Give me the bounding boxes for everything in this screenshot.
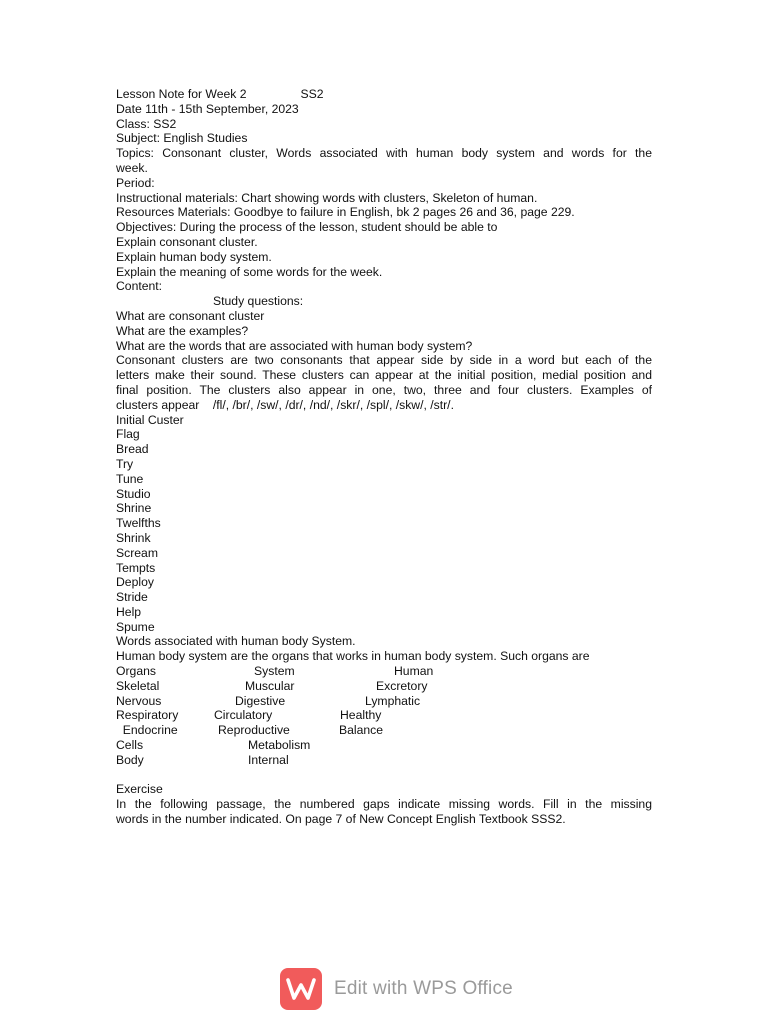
organ-row xyxy=(116,694,652,709)
content-label: Content: xyxy=(116,279,163,294)
title-line xyxy=(116,87,652,102)
body-system-intro: Human body system are the organs that works in human body system. Such organs are xyxy=(116,649,590,664)
instructional-line: Instructional materials: Chart showing words with clusters, Skeleton of human. xyxy=(116,190,538,205)
organ-row xyxy=(116,664,652,679)
word-item: Shrink xyxy=(116,530,151,545)
word-item: Try xyxy=(116,456,134,471)
organ-cell: Human xyxy=(394,664,434,679)
topics-line-2: week. xyxy=(116,160,148,175)
objective-3: Explain the meaning of some words for the week. xyxy=(116,264,383,279)
study-question-3: What are the words that are associated with human body system? xyxy=(116,338,473,353)
class-tag: SS2 xyxy=(300,87,324,101)
exercise-heading: Exercise xyxy=(116,782,163,797)
exercise-line-1: In the following passage, the numbered gaps indicate missing words. Fill in the missing xyxy=(116,797,652,812)
organ-cell: Endocrine xyxy=(116,723,178,738)
period-line: Period: xyxy=(116,175,155,190)
word-item: Twelfths xyxy=(116,516,161,531)
organ-cell: System xyxy=(254,664,295,679)
wps-edit-label[interactable]: Edit with WPS Office xyxy=(334,978,513,999)
word-item: Flag xyxy=(116,427,140,442)
organ-cell: Nervous xyxy=(116,693,162,708)
organ-row xyxy=(116,723,652,738)
cluster-para-line-1: Consonant clusters are two consonants that appear side by side in a word but each of the xyxy=(116,353,652,368)
organ-cell: Respiratory xyxy=(116,708,179,723)
organ-cell: Internal xyxy=(248,752,289,767)
initial-cluster-heading: Initial Custer xyxy=(116,412,184,427)
word-item: Studio xyxy=(116,486,151,501)
subject-line: Subject: English Studies xyxy=(116,131,248,146)
organ-cell: Metabolism xyxy=(248,738,311,753)
study-questions-heading: Study questions: xyxy=(213,294,304,309)
study-question-2: What are the examples? xyxy=(116,323,249,338)
word-item: Bread xyxy=(116,442,149,457)
cluster-para-line-3: final position. The clusters also appear in one, two, three and four clusters. Examples of xyxy=(116,382,652,397)
organ-cell: Lymphatic xyxy=(365,693,421,708)
word-item: Spume xyxy=(116,619,155,634)
objective-2: Explain human body system. xyxy=(116,249,272,264)
organ-cell: Skeletal xyxy=(116,678,160,693)
organ-cell: Excretory xyxy=(376,678,428,693)
wps-footer[interactable] xyxy=(280,968,513,1010)
lesson-note-page xyxy=(116,87,652,827)
study-question-1: What are consonant cluster xyxy=(116,308,265,323)
objectives-line: Objectives: During the process of the lesson, student should be able to xyxy=(116,220,498,235)
exercise-line-2: words in the number indicated. On page 7 of New Concept English Textbook SSS2. xyxy=(116,812,566,827)
spacer xyxy=(116,768,652,783)
organ-cell: Healthy xyxy=(340,708,382,723)
organ-cell: Balance xyxy=(339,723,384,738)
organ-row xyxy=(116,753,652,768)
cluster-para-line-4: clusters appear /fl/, /br/, /sw/, /dr/, /nd/, /skr/, /spl/, /skw/, /str/. xyxy=(116,397,454,412)
organ-cell: Body xyxy=(116,752,144,767)
word-item: Deploy xyxy=(116,575,154,590)
organ-cell: Cells xyxy=(116,738,144,753)
resources-line: Resources Materials: Goodbye to failure in English, bk 2 pages 26 and 36, page 229. xyxy=(116,205,575,220)
organ-cell: Reproductive xyxy=(218,723,290,738)
organ-cell: Organs xyxy=(116,664,156,679)
organ-row xyxy=(116,679,652,694)
wps-logo-icon xyxy=(280,968,322,1010)
lesson-title: Lesson Note for Week 2 xyxy=(116,87,247,101)
objective-1: Explain consonant cluster. xyxy=(116,234,258,249)
organ-cell: Muscular xyxy=(245,678,295,693)
word-item: Help xyxy=(116,604,142,619)
organ-cell: Digestive xyxy=(235,693,286,708)
class-line: Class: SS2 xyxy=(116,116,177,131)
organ-row xyxy=(116,708,652,723)
word-item: Scream xyxy=(116,545,158,560)
word-item: Stride xyxy=(116,590,148,605)
body-system-heading: Words associated with human body System. xyxy=(116,634,356,649)
word-item: Shrine xyxy=(116,501,152,516)
cluster-para-line-2: letters make their sound. These clusters can appear at the initial position, medial position and xyxy=(116,368,652,383)
organ-cell: Circulatory xyxy=(214,708,273,723)
wps-w-glyph xyxy=(286,976,316,1002)
organ-row xyxy=(116,738,652,753)
word-item: Tune xyxy=(116,471,144,486)
word-item: Tempts xyxy=(116,560,156,575)
topics-line-1: Topics: Consonant cluster, Words associated with human body system and words for the xyxy=(116,146,652,161)
date-line: Date 11th - 15th September, 2023 xyxy=(116,101,299,116)
